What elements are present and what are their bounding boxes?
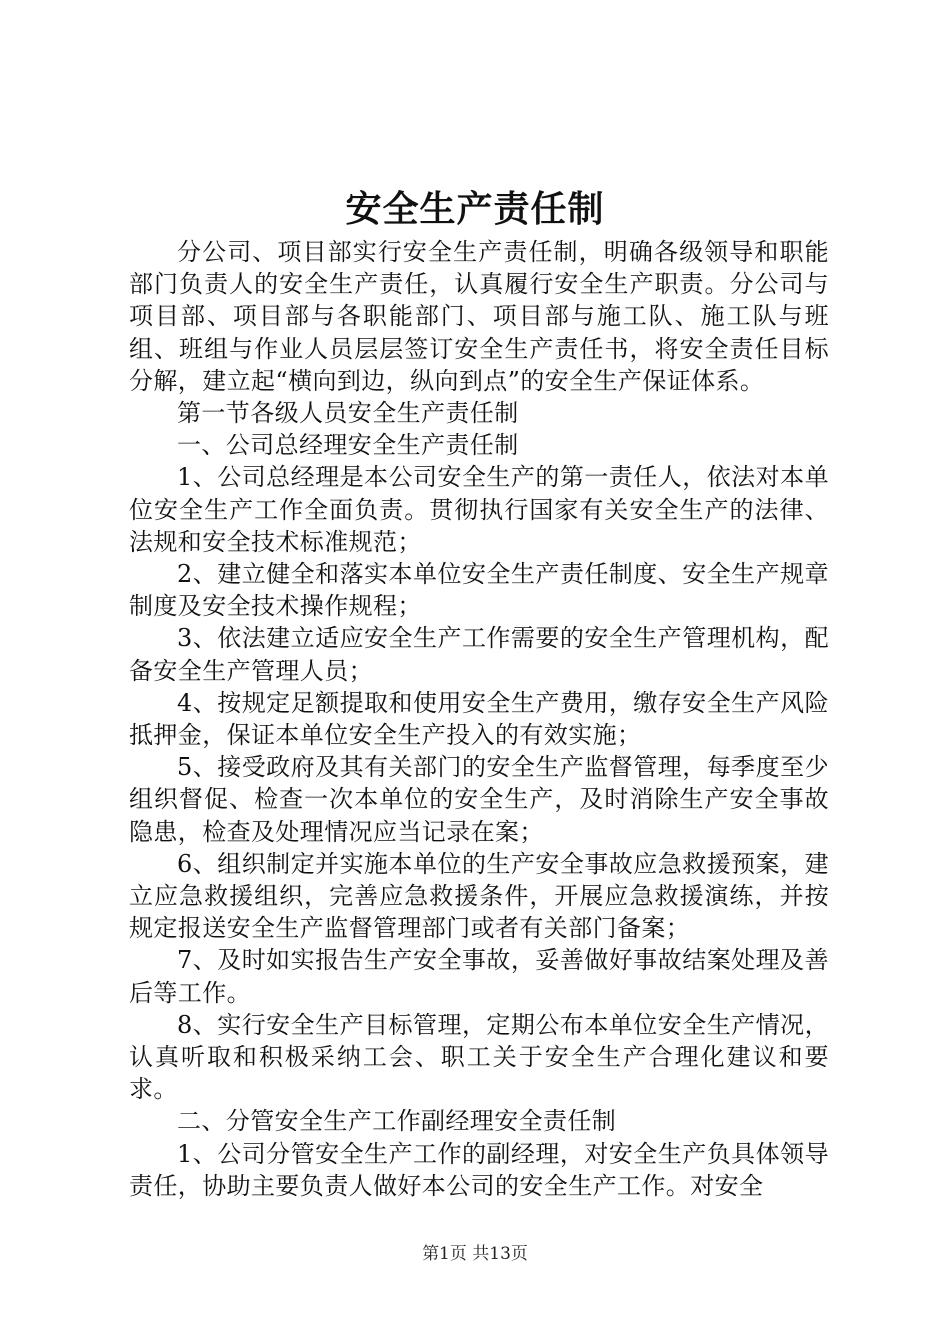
list-item: 5、接受政府及其有关部门的安全生产监督管理，每季度至少组织督促、检查一次本单位的安全生产，及时消除生产安全事故隐患，检查及处理情况应当记录在案；: [129, 753, 829, 846]
paragraph-intro: 分公司、项目部实行安全生产责任制，明确各级领导和职能部门负责人的安全生产责任，认真履行安全生产职责。分公司与项目部、项目部与各职能部门、项目部与施工队、施工队与班组、班组与作业人员层层签订安全生产责任书，将安全责任目标分解，建立起“横向到边，纵向到点”的安全生产保证体系。: [129, 238, 829, 395]
document-title: 安全生产责任制: [345, 188, 605, 230]
document-body: [129, 236, 829, 1202]
list-item: 7、及时如实报告生产安全事故，妥善做好事故结案处理及善后等工作。: [129, 946, 829, 1007]
list-item: 2、建立健全和落实本单位安全生产责任制度、安全生产规章制度及安全技术操作规程；: [129, 560, 829, 621]
list-item: 6、组织制定并实施本单位的生产安全事故应急救援预案，建立应急救援组织，完善应急救援条件，开展应急救援演练，并按规定报送安全生产监督管理部门或者有关部门备案；: [129, 849, 829, 943]
section-heading: 第一节各级人员安全生产责任制: [177, 399, 519, 428]
page-footer: 第1页 共13页: [422, 1244, 528, 1264]
list-item: 8、实行安全生产目标管理，定期公布本单位安全生产情况，认真听取和积极采纳工会、职工关于安全生产合理化建议和要求。: [129, 1010, 829, 1104]
list-item: 3、依法建立适应安全生产工作需要的安全生产管理机构，配备安全生产管理人员；: [129, 624, 829, 685]
subsection-heading: 一、公司总经理安全生产责任制: [177, 431, 519, 460]
list-item: 1、公司分管安全生产工作的副经理，对安全生产负具体领导责任，协助主要负责人做好本公司的安全生产工作。对安全: [129, 1139, 829, 1200]
subsection-heading: 二、分管安全生产工作副经理安全责任制: [177, 1107, 617, 1136]
list-item: 1、公司总经理是本公司安全生产的第一责任人，依法对本单位安全生产工作全面负责。贯彻执行国家有关安全生产的法律、法规和安全技术标准规范；: [129, 463, 829, 556]
list-item: 4、按规定足额提取和使用安全生产费用，缴存安全生产风险抵押金，保证本单位安全生产投入的有效实施；: [129, 688, 829, 750]
